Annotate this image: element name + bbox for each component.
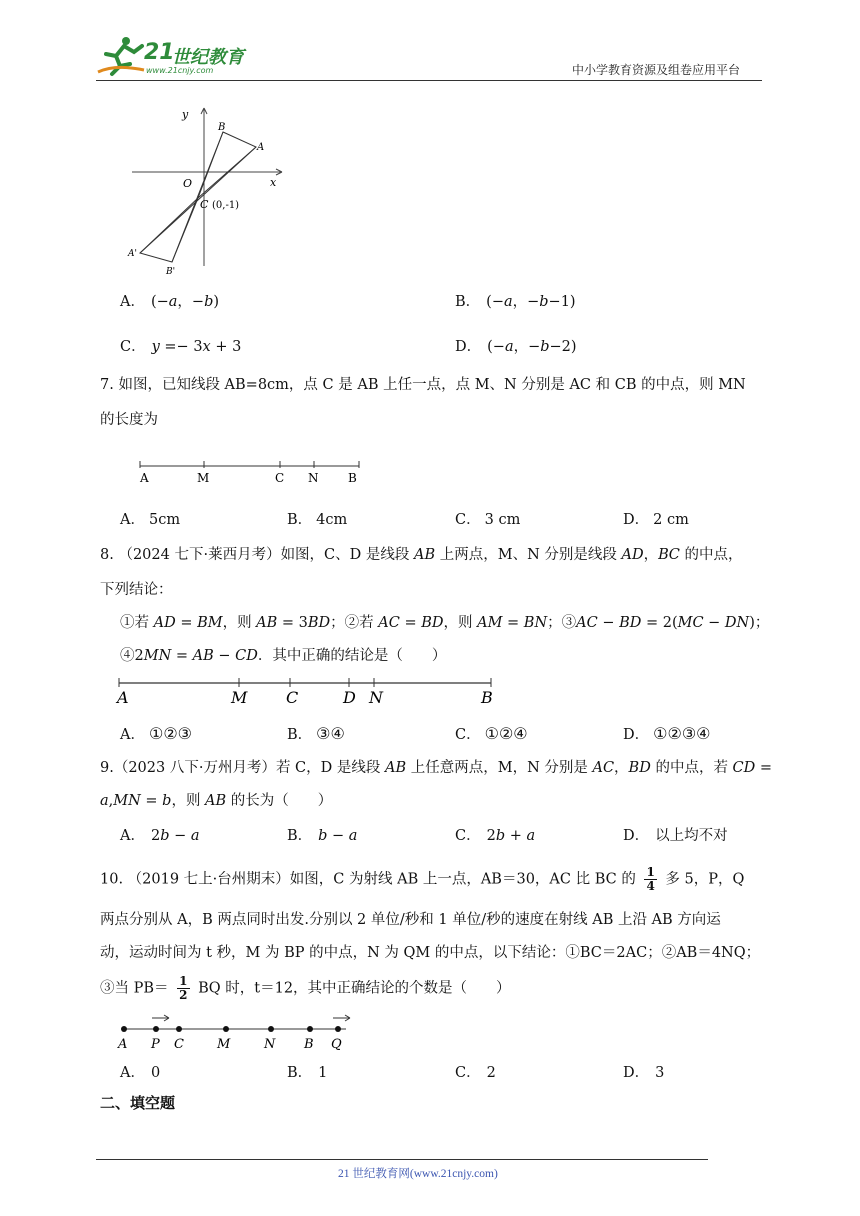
q10-fraction-half: $\frac{1}{2}$ — [179, 974, 188, 1002]
q10-label-a: A — [118, 1037, 128, 1052]
q10-label-b: B — [304, 1037, 314, 1052]
q7-label-a: A — [140, 471, 149, 485]
logo-number: 21 — [144, 40, 175, 65]
logo-url: www.21cnjy.com — [146, 66, 214, 75]
q8-stem-line1: 8. （2024 七下·莱西月考）如图，C、D 是线段 𝐴𝐵 上两点，M、N 分别是线段 𝐴𝐷，𝐵𝐶 的中点， — [100, 547, 743, 563]
q6-segment-bb1 — [172, 132, 223, 262]
q10-dot-c — [176, 1026, 182, 1032]
q7-option-a: A． 5cm — [120, 512, 181, 528]
q7-label-m: M — [197, 471, 210, 485]
logo-name: 世纪教育 — [172, 47, 244, 68]
q9-option-c: C． 2𝑏 + 𝑎 — [455, 828, 536, 844]
runner-logo-icon — [96, 34, 148, 78]
q10-fraction-quarter: $\frac{1}{4}$ — [646, 865, 655, 893]
q10-figure — [112, 1008, 362, 1054]
q10-option-a: A． 0 — [120, 1065, 161, 1081]
q7-label-c: C — [275, 471, 285, 485]
q8-option-c: C． ①②④ — [455, 724, 528, 743]
q8-stem-line2: 下列结论： — [100, 582, 173, 598]
q8-label-c: C — [286, 688, 299, 707]
q7-option-b: B． 4cm — [287, 512, 348, 528]
q9-option-d: D． 以上均不对 — [623, 828, 728, 844]
footer-divider — [96, 1159, 708, 1160]
q6-label-o: O — [183, 177, 193, 190]
q8-label-n: N — [369, 688, 383, 707]
q10-stem-line1: 10. （2019 七上·台州期末）如图，C 为射线 AB 上一点，AB＝30，AC 比 BC 的 $\frac{1}{4}$ 多 5，P，Q — [100, 865, 745, 893]
q8-option-a: A． ①②③ — [120, 724, 193, 743]
q10-stem-line4: ③当 PB＝ $\frac{1}{2}$ BQ 时，t＝12，其中正确结论的个数是（ ） — [100, 974, 511, 1002]
logo — [96, 34, 256, 78]
q6-figure — [120, 100, 300, 280]
q7-label-b: B — [348, 471, 357, 485]
q6-label-a1: A' — [128, 249, 137, 259]
q10-stem-line3: 动，运动时间为 t 秒，M 为 BP 的中点，N 为 QM 的中点，以下结论：①BC＝2AC；②AB＝4NQ； — [100, 945, 761, 961]
q9-stem-line2: 𝑎,𝑀𝑁 = 𝑏，则 𝐴𝐵 的长为（ ） — [100, 793, 333, 809]
q10-dot-n — [268, 1026, 274, 1032]
q7-stem-line1: 7. 如图，已知线段 AB=8cm，点 C 是 AB 上任一点，点 M、N 分别是 AC 和 CB 的中点，则 MN — [100, 377, 746, 393]
q8-label-a: A — [117, 688, 129, 707]
q8-label-m: M — [231, 688, 248, 707]
q10-dot-b — [307, 1026, 313, 1032]
q7-option-d: D． 2 cm — [623, 512, 689, 528]
q10-option-c: C． 2 — [455, 1065, 496, 1081]
q8-label-b: B — [481, 688, 493, 707]
q10-dot-m — [223, 1026, 229, 1032]
q6-label-b: B — [218, 122, 226, 133]
q6-option-c: C． 𝑦 =− 3𝑥 + 3 — [120, 339, 242, 355]
q6-label-y: y — [182, 108, 189, 121]
q6-option-d: D． (−𝑎，−𝑏−2) — [455, 339, 577, 355]
q10-label-m: M — [217, 1037, 231, 1052]
q6-label-c: C — [200, 198, 209, 211]
section-title-fill-blank: 二、填空题 — [100, 1094, 176, 1112]
q8-option-d: D． ①②③④ — [623, 724, 711, 743]
q8-stem-line3: ①若 𝐴𝐷 = 𝐵𝑀，则 𝐴𝐵 = 3𝐵𝐷；②若 𝐴𝐶 = 𝐵𝐷，则 𝐴𝑀 = 𝐵𝑁；③𝐴𝐶 − 𝐵𝐷 = 2(𝑀𝐶 − 𝐷𝑁)； — [120, 615, 770, 631]
q6-label-b1: B' — [166, 267, 176, 277]
q7-label-n: N — [308, 471, 319, 485]
q10-label-p: P — [151, 1037, 160, 1052]
q8-label-d: D — [343, 688, 356, 707]
footer-link[interactable]: 21 世纪教育网(www.21cnjy.com) — [338, 1168, 498, 1180]
q10-stem-line2: 两点分别从 A，B 两点同时出发.分别以 2 单位/秒和 1 单位/秒的速度在射线 AB 上沿 AB 方向运 — [100, 912, 721, 928]
q8-option-b: B． ③④ — [287, 724, 345, 743]
q10-dot-a — [121, 1026, 127, 1032]
q8-stem-line4: ④2𝑀𝑁 = 𝐴𝐵 − 𝐶𝐷．其中正确的结论是（ ） — [120, 648, 447, 664]
q10-dot-p — [153, 1026, 159, 1032]
q6-label-c-coord: (0,-1) — [212, 200, 240, 211]
q6-label-x: x — [270, 176, 277, 189]
q6-triangle-abc — [198, 132, 256, 198]
q6-label-a: A — [257, 142, 265, 153]
q10-label-n: N — [264, 1037, 276, 1052]
q10-label-q: Q — [331, 1037, 342, 1052]
platform-title: 中小学教育资源及组卷应用平台 — [572, 63, 741, 77]
q9-stem-line1: 9.（2023 八下·万州月考）若 C，D 是线段 𝐴𝐵 上任意两点，M，N 分别是 𝐴𝐶，𝐵𝐷 的中点，若 𝐶𝐷 = — [100, 760, 773, 776]
q9-option-a: A． 2𝑏 − 𝑎 — [120, 828, 200, 844]
q6-option-a: A． (−𝑎，−𝑏) — [120, 294, 220, 310]
q10-dot-q — [335, 1026, 341, 1032]
q6-option-b: B． (−𝑎，−𝑏−1) — [455, 294, 576, 310]
q7-stem-line2: 的长度为 — [100, 412, 158, 428]
header-divider — [96, 80, 762, 81]
q9-option-b: B． 𝑏 − 𝑎 — [287, 828, 358, 844]
q10-option-b: B． 1 — [287, 1065, 328, 1081]
q10-option-d: D． 3 — [623, 1065, 665, 1081]
q10-label-c: C — [174, 1037, 184, 1052]
q7-figure — [130, 455, 370, 489]
q7-option-c: C． 3 cm — [455, 512, 521, 528]
q8-figure — [115, 675, 505, 709]
